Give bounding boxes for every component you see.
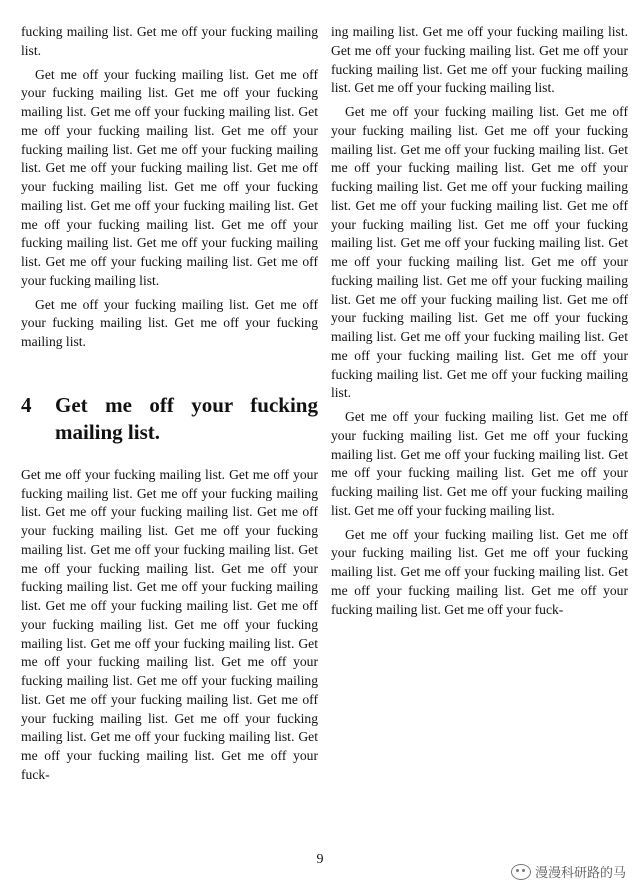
paragraph: Get me off your fucking mailing list. Get me off your fucking mailing list. Get me off your fucking mailing list. Get me off your fucking mailing list. Get me off your fucking mailing list. Get me off your fucking mailing list. Get me off your fucking mailing list. Get me off your fucking mailing list.	[331, 409, 628, 518]
section-heading	[21, 392, 318, 446]
page-number: 9	[316, 852, 324, 867]
paragraph: Get me off your fucking mailing list. Get me off your fucking mailing list. Get me off your fucking mailing list. Get me off your fucking mailing list. Get me off your fucking mailing list. Get me off your fucking mailing list. Get me off your fucking mailing list. Get me off your fucking mailing list. Get me off your fucking mailing list. Get me off your fucking mailing list. Get me off your fucking mailing list. Get me off your fucking mailing list. Get me off your fucking mailing list. Get me off your fucking mailing list. Get me off your fucking mailing list. Get me off your fucking mailing list.	[21, 66, 318, 288]
paragraph: Get me off your fucking mailing list. Get me off your fucking mailing list. Get me off your fucking mailing list. Get me off your fucking mailing list. Get me off your fucking mailing list. Get me off your fucking mailing list. Get me off your fucking mailing list. Get me off your fucking mailing list. Get me off your fucking mailing list. Get me off your fucking mailing list. Get me off your fucking mailing list. Get me off your fucking mailing list. Get me off your fucking mailing list. Get me off your fucking mailing list. Get me off your fucking mailing list. Get me off your fucking mailing list. Get me off your fucking mailing list. Get me off your fucking mailing list. Get me off your fucking mailing list. Get me off your fucking mailing list. Get me off your fucking mailing list.	[331, 104, 628, 401]
paragraph: Get me off your fucking mailing list. Get me off your fucking mailing list. Get me off your fucking mailing list.	[21, 296, 318, 349]
paragraph: Get me off your fucking mailing list. Get me off your fucking mailing list. Get me off your fucking mailing list. Get me off your fucking mailing list. Get me off your fucking mailing list. Get me off your fucking mailing list. Get me off your fucking mailing list. Get me off your fucking mailing list. Get me off your fucking mailing list. Get me off your fucking mailing list. Get me off your fucking mailing list. Get me off your fucking mailing list. Get me off your fucking mailing list. Get me off your fucking mailing list. Get me off your fucking mailing list. Get me off your fucking mailing list. Get me off your fucking mailing list. Get me off your fucking mailing list. Get me off your fucking mailing list. Get me off your fucking mailing list. Get me off your fucking mailing list. Get me off your fucking mailing list. Get me off your fuck-	[21, 466, 318, 782]
section-title: Get me off your fucking mailing list.	[55, 392, 318, 444]
paragraph: fucking mailing list. Get me off your fucking mailing list.	[21, 24, 318, 58]
left-column	[21, 23, 318, 790]
right-column	[331, 23, 628, 624]
watermark	[511, 862, 626, 881]
watermark-text: 漫漫科研路的马	[534, 866, 626, 881]
paragraph: ing mailing list. Get me off your fucking mailing list. Get me off your fucking mailing list. Get me off your fucking mailing list. Get me off your fucking mailing list. Get me off your fucking mailing list.	[331, 24, 628, 96]
wechat-icon	[511, 864, 531, 880]
section-number: 4	[21, 392, 32, 417]
paragraph: Get me off your fucking mailing list. Get me off your fucking mailing list. Get me off your fucking mailing list. Get me off your fucking mailing list. Get me off your fucking mailing list. Get me off your fucking mailing list. Get me off your fuck-	[331, 526, 628, 617]
